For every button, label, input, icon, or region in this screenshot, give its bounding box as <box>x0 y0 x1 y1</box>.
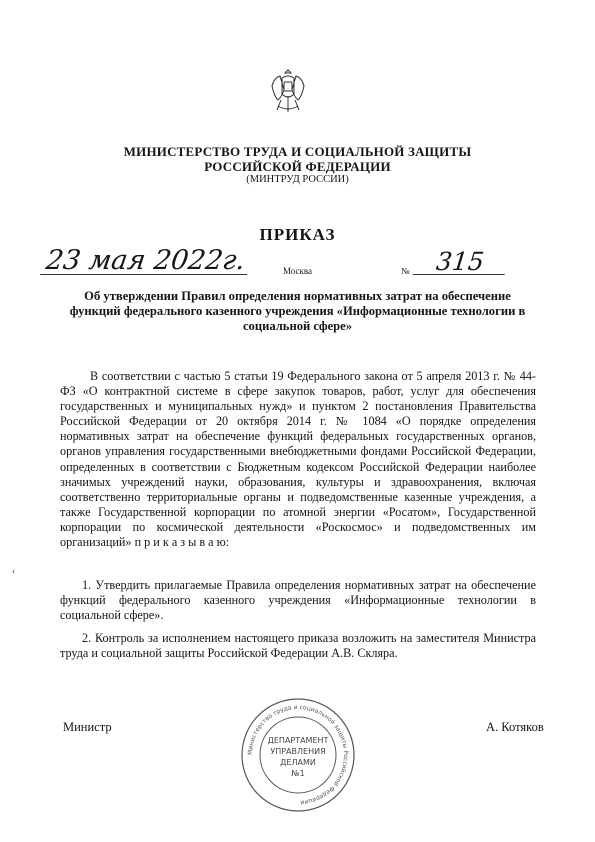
margin-mark: ‹ <box>12 566 16 577</box>
order-city: Москва <box>283 266 312 276</box>
order-item-2: 2. Контроль за исполнением настоящего приказа возложить на заместителя Министра труда и социальной защиты Российской Федерации А.В. Скляра. <box>60 631 536 661</box>
ministry-name-line1: МИНИСТЕРСТВО ТРУДА И СОЦИАЛЬНОЙ ЗАЩИТЫ <box>123 144 472 159</box>
ministry-name-line2: РОССИЙСКОЙ ФЕДЕРАЦИИ <box>204 159 391 174</box>
order-title: ПРИКАЗ <box>259 225 336 244</box>
signatory-position: Министр <box>63 720 112 734</box>
signatory-name: А. Котяков <box>486 720 544 734</box>
order-number-sign: № <box>401 266 410 276</box>
stamp-ring-text: Министерство труда и социальной защиты Российской Федерации <box>246 703 350 806</box>
order-number: 315 <box>413 250 508 275</box>
official-stamp <box>238 695 358 815</box>
order-subject: Об утверждении Правил определения нормативных затрат на обеспечение функций федерального казенного учреждения «Информационные технологии в социальной сфере» <box>69 289 526 333</box>
coat-of-arms-icon <box>268 66 308 118</box>
ministry-short-name: (МИНТРУД РОССИИ) <box>246 174 349 185</box>
order-date: 23 мая 2022г. <box>40 248 251 275</box>
preamble-paragraph: В соответствии с частью 5 статьи 19 Федерального закона от 5 апреля 2013 г. № 44-ФЗ «О контрактной системе в сфере закупок товаров, работ, услуг для обеспечения государственных и муниципальных нужд» и пунктом 2 постановления Правительства Российской Федерации от 20 октября 2014 г. № 1084 «О порядке определения нормативных затрат на обеспечение функций федеральных государственных органов, органов управления государственными внебюджетными фондами Российской Федерации, определенных в соответствии с Бюджетным кодексом Российской Федерации наиболее значимых учреждений науки, образования, культуры и здравоохранения, включая соответственно территориальные органы и подведомственные казенные учреждения, а также Государственной корпорации по атомной энергии «Росатом», Государственной корпорации по космической деятельности «Роскосмос» и подведомственных им организаций» п р и к а з ы в а ю: <box>60 369 536 550</box>
order-item-1: 1. Утвердить прилагаемые Правила определения нормативных затрат на обеспечение функций федерального казенного учреждения «Информационные технологии в социальной сфере». <box>60 578 536 623</box>
stamp-line2: УПРАВЛЕНИЯ <box>270 747 326 756</box>
stamp-line4: №1 <box>291 769 305 778</box>
stamp-line3: ДЕЛАМИ <box>280 758 316 767</box>
stamp-line1: ДЕПАРТАМЕНТ <box>267 736 329 745</box>
